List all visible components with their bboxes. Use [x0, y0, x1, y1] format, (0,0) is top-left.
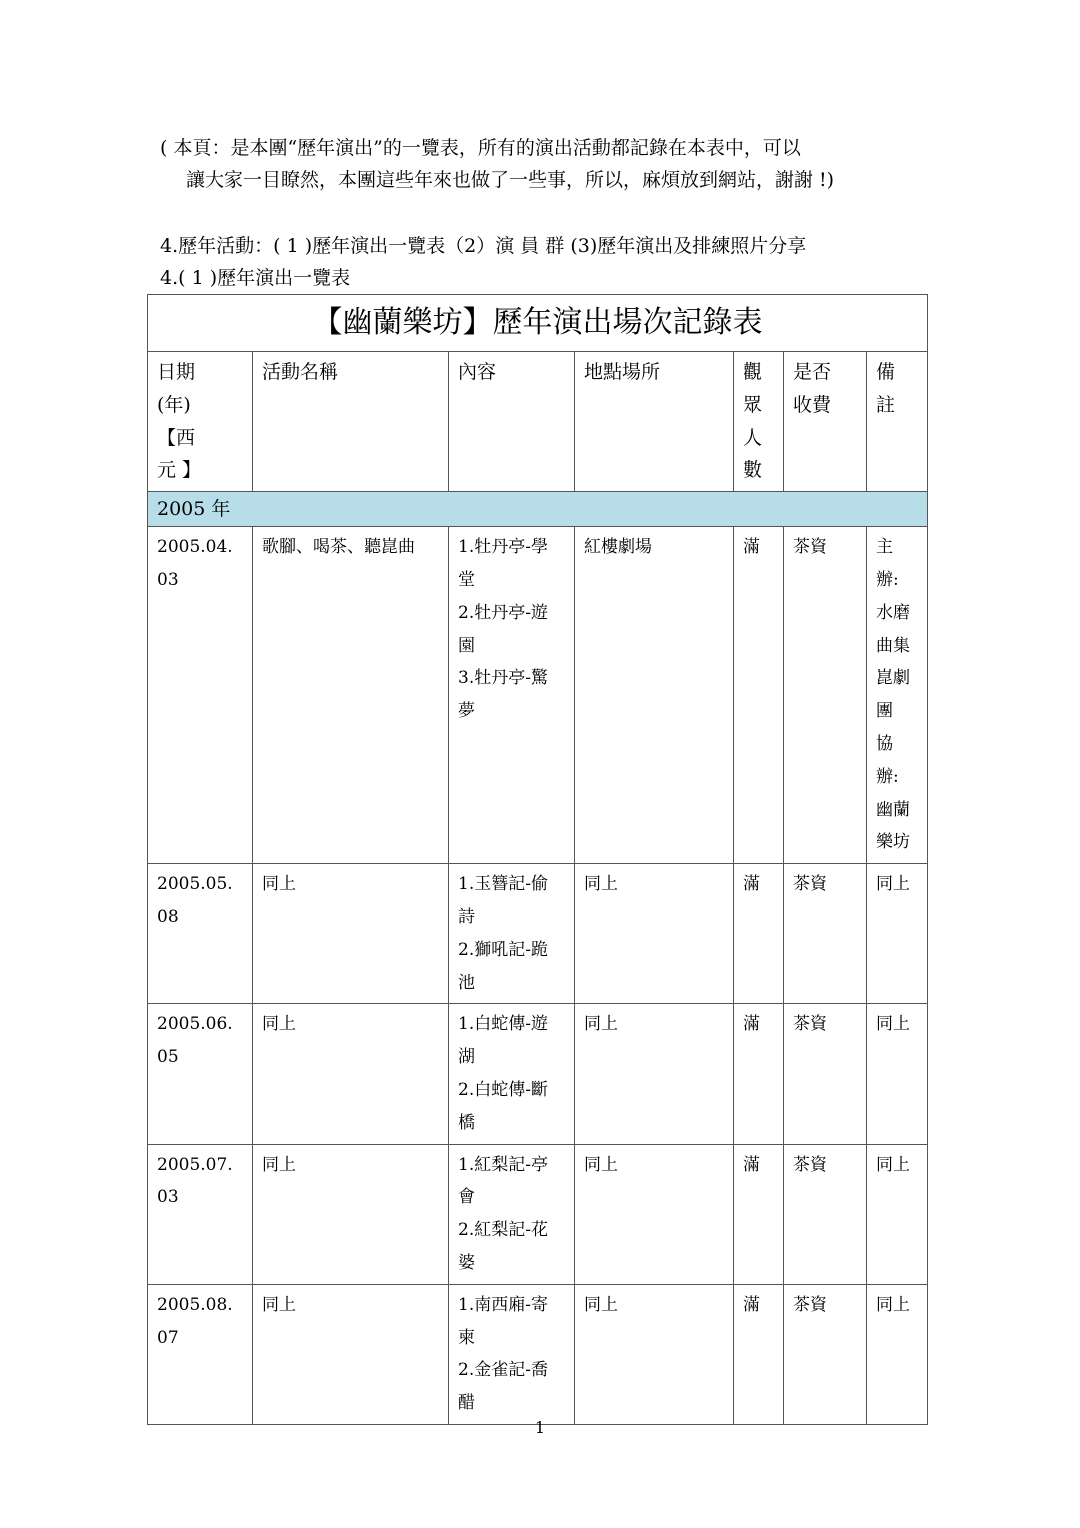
cell-venue: 紅樓劇場	[575, 527, 734, 864]
cell-content: 1.牡丹亭-學 堂 2.牡丹亭-遊 園 3.牡丹亭-驚 夢	[449, 527, 575, 864]
header-date: 日期 (年) 【西 元 】	[148, 352, 253, 492]
cell-activity: 同上	[253, 1144, 449, 1284]
cell-venue: 同上	[575, 1004, 734, 1144]
table-title: 【幽蘭樂坊】歷年演出場次記錄表	[148, 295, 928, 352]
header-content: 內容	[449, 352, 575, 492]
cell-remark: 主 辦: 水磨 曲集 崑劇 團 協 辦: 幽蘭 樂坊	[867, 527, 928, 864]
cell-audience: 滿	[734, 1004, 784, 1144]
cell-venue: 同上	[575, 1144, 734, 1284]
cell-remark: 同上	[867, 1144, 928, 1284]
header-remark: 備 註	[867, 352, 928, 492]
table-row	[148, 527, 928, 864]
performance-record-table	[147, 294, 928, 1425]
header-fee: 是否 收費	[784, 352, 867, 492]
section-heading	[160, 230, 940, 294]
header-activity: 活動名稱	[253, 352, 449, 492]
cell-date: 2005.06.05	[148, 1004, 253, 1144]
cell-content: 1.玉簪記-偷 詩 2.獅吼記-跪 池	[449, 864, 575, 1004]
activities-line: 4.歷年活動：( 1 )歷年演出一覽表（2）演 員 群 (3)歷年演出及排練照片分享	[160, 235, 807, 257]
table-row	[148, 864, 928, 1004]
cell-audience: 滿	[734, 864, 784, 1004]
cell-remark: 同上	[867, 1004, 928, 1144]
cell-fee: 茶資	[784, 1144, 867, 1284]
list-subtitle: 4.( 1 )歷年演出一覽表	[160, 267, 351, 289]
intro-line-2: 讓大家一目瞭然，本團這些年來也做了一些事，所以，麻煩放到網站，謝謝 !)	[186, 169, 835, 191]
cell-remark: 同上	[867, 1284, 928, 1424]
cell-content: 1.白蛇傳-遊 湖 2.白蛇傳-斷 橋	[449, 1004, 575, 1144]
cell-activity: 同上	[253, 864, 449, 1004]
table-row	[148, 1004, 928, 1144]
cell-remark: 同上	[867, 864, 928, 1004]
header-audience: 觀 眾 人 數	[734, 352, 784, 492]
cell-date: 2005.04.03	[148, 527, 253, 864]
year-label: 2005 年	[148, 492, 928, 527]
cell-fee: 茶資	[784, 1284, 867, 1424]
cell-date: 2005.05.08	[148, 864, 253, 1004]
cell-activity: 歌腳、喝茶、聽崑曲	[253, 527, 449, 864]
cell-audience: 滿	[734, 1284, 784, 1424]
cell-fee: 茶資	[784, 527, 867, 864]
cell-venue: 同上	[575, 864, 734, 1004]
cell-venue: 同上	[575, 1284, 734, 1424]
cell-content: 1.紅梨記-亭 會 2.紅梨記-花 婆	[449, 1144, 575, 1284]
cell-content: 1.南西廂-寄 柬 2.金雀記-喬 醋	[449, 1284, 575, 1424]
cell-fee: 茶資	[784, 864, 867, 1004]
cell-audience: 滿	[734, 1144, 784, 1284]
intro-note	[160, 132, 940, 196]
page-number: 1	[534, 1418, 546, 1437]
cell-date: 2005.07.03	[148, 1144, 253, 1284]
cell-audience: 滿	[734, 527, 784, 864]
intro-line-1: ( 本頁：是本團“歷年演出”的一覽表，所有的演出活動都記錄在本表中，可以	[160, 137, 801, 159]
cell-activity: 同上	[253, 1004, 449, 1144]
cell-date: 2005.08.07	[148, 1284, 253, 1424]
table-row	[148, 1144, 928, 1284]
table-row	[148, 1284, 928, 1424]
cell-activity: 同上	[253, 1284, 449, 1424]
header-venue: 地點場所	[575, 352, 734, 492]
cell-fee: 茶資	[784, 1004, 867, 1144]
header-row	[148, 352, 928, 492]
